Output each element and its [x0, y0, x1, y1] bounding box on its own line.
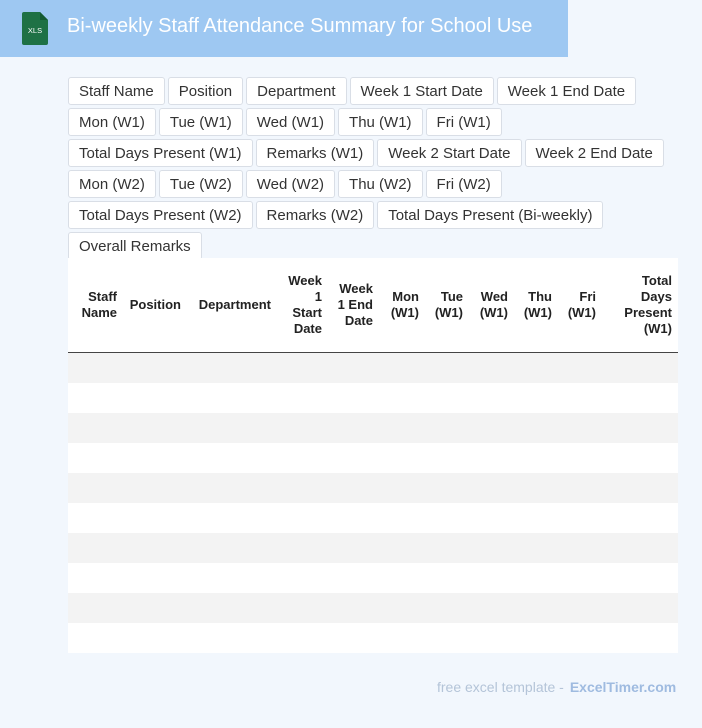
field-chip[interactable]: Department [246, 77, 346, 105]
table-cell[interactable] [68, 563, 123, 593]
table-cell[interactable] [187, 623, 277, 653]
table-cell[interactable] [379, 353, 425, 384]
field-chip[interactable]: Total Days Present (W2) [68, 201, 253, 229]
table-cell[interactable] [379, 593, 425, 623]
table-cell[interactable] [379, 563, 425, 593]
table-cell[interactable] [123, 503, 187, 533]
table-cell[interactable] [469, 413, 514, 443]
table-row [68, 533, 678, 563]
table-cell[interactable] [277, 503, 328, 533]
table-cell[interactable] [68, 503, 123, 533]
table-cell[interactable] [425, 563, 469, 593]
table-cell[interactable] [602, 563, 678, 593]
table-cell[interactable] [558, 473, 602, 503]
field-chip[interactable]: Overall Remarks [68, 232, 202, 260]
table-cell[interactable] [277, 353, 328, 384]
field-chip[interactable]: Week 2 Start Date [377, 139, 521, 167]
table-cell[interactable] [514, 503, 558, 533]
table-cell[interactable] [123, 593, 187, 623]
table-cell[interactable] [514, 413, 558, 443]
table-cell[interactable] [123, 443, 187, 473]
table-cell[interactable] [425, 383, 469, 413]
field-chip[interactable]: Mon (W2) [68, 170, 156, 198]
table-cell[interactable] [602, 503, 678, 533]
table-cell[interactable] [187, 413, 277, 443]
field-chip[interactable]: Tue (W2) [159, 170, 243, 198]
footer-credit [437, 679, 676, 695]
table-cell[interactable] [425, 503, 469, 533]
table-cell[interactable] [68, 353, 123, 384]
table-row [68, 503, 678, 533]
table-row [68, 443, 678, 473]
table-cell[interactable] [328, 413, 379, 443]
table-cell[interactable] [123, 353, 187, 384]
table-cell[interactable] [602, 383, 678, 413]
table-cell[interactable] [277, 593, 328, 623]
table-row [68, 473, 678, 503]
table-cell[interactable] [123, 383, 187, 413]
table-cell[interactable] [328, 623, 379, 653]
table-cell[interactable] [558, 533, 602, 563]
table-cell[interactable] [602, 593, 678, 623]
table-cell[interactable] [558, 443, 602, 473]
table-cell[interactable] [602, 473, 678, 503]
field-chip[interactable]: Staff Name [68, 77, 165, 105]
table-cell[interactable] [123, 413, 187, 443]
table-cell[interactable] [187, 353, 277, 384]
field-chip[interactable]: Tue (W1) [159, 108, 243, 136]
table-cell[interactable] [602, 443, 678, 473]
table-cell[interactable] [328, 563, 379, 593]
table-cell[interactable] [187, 593, 277, 623]
table-cell[interactable] [469, 383, 514, 413]
field-chip[interactable]: Position [168, 77, 243, 105]
table-cell[interactable] [425, 533, 469, 563]
table-cell[interactable] [602, 533, 678, 563]
table-cell[interactable] [602, 413, 678, 443]
table-cell[interactable] [68, 383, 123, 413]
footer-brand-link[interactable]: ExcelTimer.com [569, 679, 677, 695]
table-cell[interactable] [514, 623, 558, 653]
table-row [68, 413, 678, 443]
table-row [68, 623, 678, 653]
table-row [68, 383, 678, 413]
table-cell[interactable] [558, 593, 602, 623]
table-cell[interactable] [558, 413, 602, 443]
table-cell[interactable] [328, 473, 379, 503]
field-chip[interactable]: Mon (W1) [68, 108, 156, 136]
table-cell[interactable] [277, 533, 328, 563]
table-cell[interactable] [379, 383, 425, 413]
table-cell[interactable] [469, 623, 514, 653]
table-cell[interactable] [558, 563, 602, 593]
table-cell[interactable] [277, 563, 328, 593]
table-cell[interactable] [602, 353, 678, 384]
table-cell[interactable] [425, 413, 469, 443]
column-header: Mon (W1) [379, 258, 425, 353]
table-cell[interactable] [469, 443, 514, 473]
table-cell[interactable] [379, 443, 425, 473]
page-title: Bi-weekly Staff Attendance Summary for School Use [67, 15, 533, 37]
field-chip[interactable]: Remarks (W1) [256, 139, 375, 167]
table-cell[interactable] [187, 563, 277, 593]
table-row [68, 353, 678, 384]
table-cell[interactable] [514, 353, 558, 384]
footer-text: free excel template - [437, 679, 564, 695]
table-cell[interactable] [123, 563, 187, 593]
table-cell[interactable] [187, 503, 277, 533]
table-cell[interactable] [514, 383, 558, 413]
column-header: Week 1 Start Date [277, 258, 328, 353]
attendance-table-container [68, 258, 678, 653]
table-cell[interactable] [187, 533, 277, 563]
column-header: Fri (W1) [558, 258, 602, 353]
field-chip[interactable]: Fri (W2) [426, 170, 502, 198]
table-cell[interactable] [602, 623, 678, 653]
table-cell[interactable] [469, 503, 514, 533]
table-cell[interactable] [277, 443, 328, 473]
table-cell[interactable] [328, 383, 379, 413]
table-cell[interactable] [328, 533, 379, 563]
table-cell[interactable] [379, 533, 425, 563]
column-header: Week 1 End Date [328, 258, 379, 353]
table-cell[interactable] [425, 473, 469, 503]
table-cell[interactable] [425, 353, 469, 384]
table-cell[interactable] [469, 533, 514, 563]
excel-file-icon [22, 12, 48, 45]
file-icon-label: XLS [27, 26, 43, 35]
table-cell[interactable] [68, 593, 123, 623]
table-cell[interactable] [469, 593, 514, 623]
title-banner [0, 0, 568, 57]
field-chip[interactable]: Week 2 End Date [525, 139, 664, 167]
table-cell[interactable] [379, 503, 425, 533]
field-chip[interactable]: Fri (W1) [426, 108, 502, 136]
table-header-row [68, 258, 678, 353]
table-cell[interactable] [277, 623, 328, 653]
table-cell[interactable] [328, 443, 379, 473]
table-cell[interactable] [558, 383, 602, 413]
field-chip[interactable]: Wed (W2) [246, 170, 335, 198]
table-cell[interactable] [379, 413, 425, 443]
table-cell[interactable] [379, 473, 425, 503]
table-cell[interactable] [68, 413, 123, 443]
field-chip[interactable]: Total Days Present (Bi-weekly) [377, 201, 603, 229]
table-cell[interactable] [123, 473, 187, 503]
table-cell[interactable] [514, 593, 558, 623]
table-cell[interactable] [469, 473, 514, 503]
table-cell[interactable] [68, 443, 123, 473]
field-chip[interactable]: Thu (W1) [338, 108, 423, 136]
column-header: Total Days Present (W1) [602, 258, 678, 353]
table-cell[interactable] [187, 443, 277, 473]
table-cell[interactable] [469, 353, 514, 384]
table-cell[interactable] [514, 443, 558, 473]
table-cell[interactable] [514, 563, 558, 593]
table-cell[interactable] [187, 473, 277, 503]
table-cell[interactable] [514, 473, 558, 503]
field-chip[interactable]: Thu (W2) [338, 170, 423, 198]
table-cell[interactable] [558, 353, 602, 384]
table-cell[interactable] [68, 533, 123, 563]
table-cell[interactable] [68, 473, 123, 503]
column-header: Position [123, 258, 187, 353]
field-chip[interactable]: Total Days Present (W1) [68, 139, 253, 167]
table-row [68, 593, 678, 623]
table-cell[interactable] [514, 533, 558, 563]
field-chip[interactable]: Week 1 End Date [497, 77, 636, 105]
table-cell[interactable] [425, 443, 469, 473]
table-cell[interactable] [328, 353, 379, 384]
table-cell[interactable] [328, 503, 379, 533]
table-cell[interactable] [425, 593, 469, 623]
field-chip[interactable]: Week 1 Start Date [350, 77, 494, 105]
table-cell[interactable] [277, 473, 328, 503]
attendance-table [68, 258, 678, 653]
table-cell[interactable] [379, 623, 425, 653]
field-chip[interactable]: Remarks (W2) [256, 201, 375, 229]
table-cell[interactable] [68, 623, 123, 653]
column-header: Tue (W1) [425, 258, 469, 353]
table-cell[interactable] [187, 383, 277, 413]
column-header: Thu (W1) [514, 258, 558, 353]
column-header: Staff Name [68, 258, 123, 353]
table-cell[interactable] [328, 593, 379, 623]
table-cell[interactable] [123, 623, 187, 653]
column-header: Wed (W1) [469, 258, 514, 353]
table-cell[interactable] [558, 623, 602, 653]
table-cell[interactable] [469, 563, 514, 593]
table-cell[interactable] [558, 503, 602, 533]
table-cell[interactable] [123, 533, 187, 563]
table-cell[interactable] [277, 383, 328, 413]
field-chip[interactable]: Wed (W1) [246, 108, 335, 136]
table-cell[interactable] [277, 413, 328, 443]
table-cell[interactable] [425, 623, 469, 653]
table-row [68, 563, 678, 593]
field-chip-list [68, 77, 684, 260]
column-header: Department [187, 258, 277, 353]
